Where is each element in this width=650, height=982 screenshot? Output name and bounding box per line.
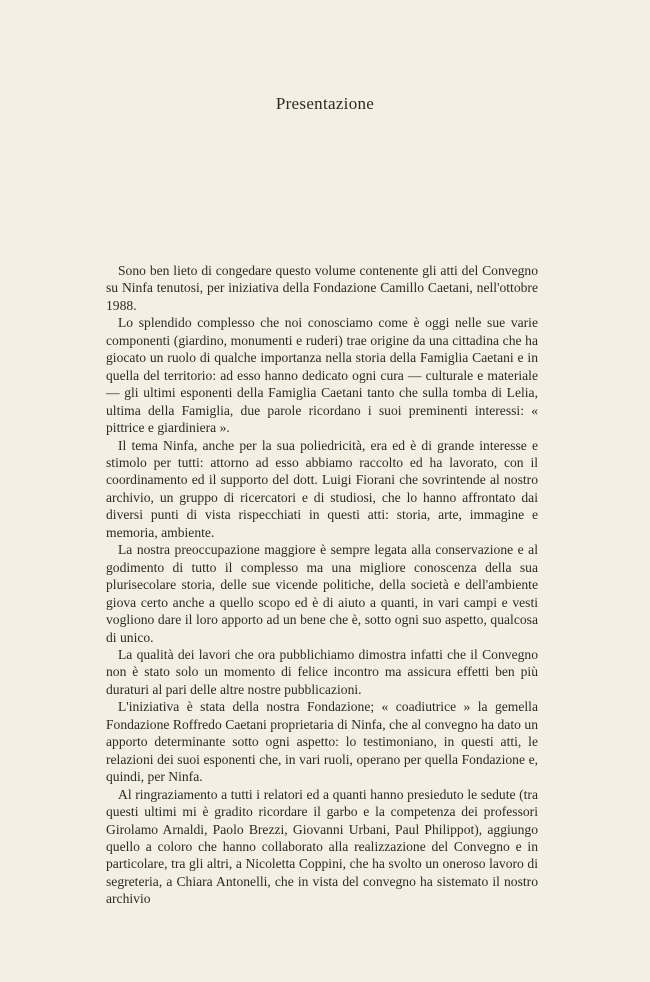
paragraph-7: Al ringraziamento a tutti i relatori ed a quanti hanno presieduto le sedute (tra questi ultimi mi è gradito ricordare il garbo e la competenza dei professori Girolamo Arnaldi, Paolo Brezzi, Giovanni Urbani, Paul Philippot), aggiungo quello a coloro che hanno collaborato alla realizzazione del Convegno e in particolare, tra gli altri, a Nicoletta Coppini, che ha svolto un oneroso lavoro di segreteria, a Chiara Antonelli, che in vista del convegno ha sistemato il nostro archivio: [106, 786, 538, 907]
paragraph-5: La qualità dei lavori che ora pubblichiamo dimostra infatti che il Convegno non è stato solo un momento di felice incontro ma assicura effetti ben più duraturi al pari delle altre nostre pubblicazioni.: [106, 646, 538, 697]
paragraph-1: Sono ben lieto di congedare questo volume contenente gli atti del Convegno su Ninfa tenutosi, per iniziativa della Fondazione Camillo Caetani, nell'ottobre 1988.: [106, 263, 538, 313]
paragraph-2: Lo splendido complesso che noi conosciamo come è oggi nelle sue varie componenti (giardino, monumenti e ruderi) trae origine da una cittadina che ha giocato un ruolo di qualche importanza nella storia della Famiglia Caetani e in quella del territorio: ad esso hanno dedicato ogni cura — culturale e materiale — gli ultimi esponenti della Famiglia Caetani tanto che sulla tomba di Lelia, ultima della Famiglia, due parole ricordano i suoi preminenti interessi: « pittrice e giardiniera ».: [106, 315, 538, 436]
paragraph-6: L'iniziativa è stata della nostra Fondazione; « coadiutrice » la gemella Fondazione Roffredo Caetani proprietaria di Ninfa, che al convegno ha dato un apporto determinante sotto ogni aspetto: lo testimoniano, in questi atti, le relazioni dei suoi esponenti che, in vari ruoli, operano per quella Fondazione e, quindi, per Ninfa.: [106, 699, 538, 785]
paragraph-3: Il tema Ninfa, anche per la sua poliedricità, era ed è di grande interesse e stimolo per tutti: attorno ad esso abbiamo raccolto ed ha lavorato, con il coordinamento ed il supporto del dott. Luigi Fiorani che sovrintende al nostro archivio, un gruppo di ricercatori e di studiosi, che lo hanno affrontato dai diversi punti di vista rispecchiati in questi atti: storia, arte, immagine e memoria, ambiente.: [106, 437, 538, 540]
body-text: [106, 262, 538, 908]
paragraph-4: La nostra preoccupazione maggiore è sempre legata alla conservazione e al godimento di tutto il complesso ma una migliore conoscenza della sua plurisecolare storia, delle sue vicende politiche, della società e dell'ambiente giova certo anche a quello scopo ed è di aiuto a quanti, in vari campi e vesti vogliono dare il loro apporto ad un bene che è, sotto ogni suo aspetto, qualcosa di unico.: [106, 542, 538, 645]
page-title: Presentazione: [275, 94, 375, 113]
